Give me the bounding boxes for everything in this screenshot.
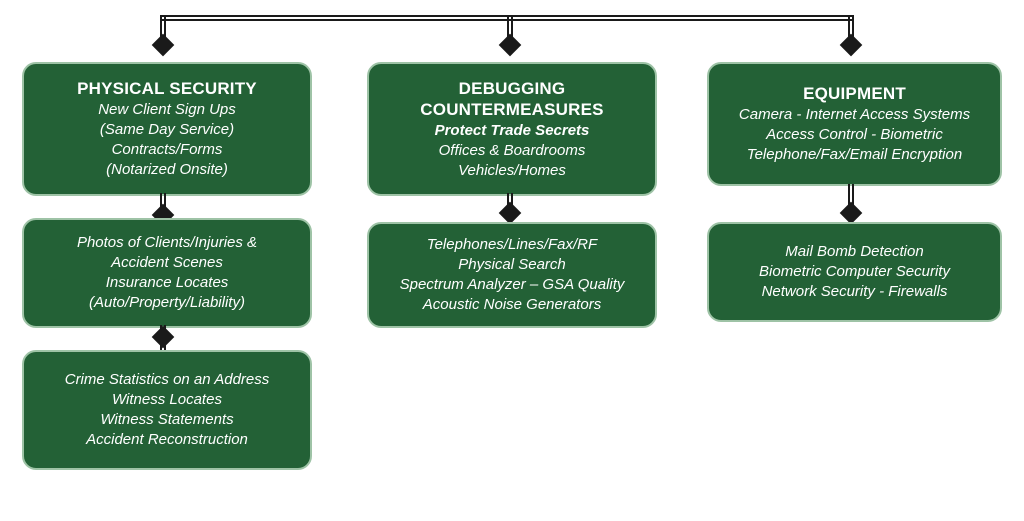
node-line: Access Control - Biometric (766, 126, 943, 143)
node-debugging-main[interactable] (367, 62, 657, 196)
node-line: (Same Day Service) (99, 121, 235, 138)
node-line: Vehicles/Homes (458, 161, 566, 179)
node-physical-security-third[interactable] (22, 350, 312, 470)
node-physical-security-second[interactable] (22, 218, 312, 328)
node-title: PHYSICAL SECURITY (77, 79, 257, 98)
node-line: Contracts/Forms (111, 141, 223, 158)
node-line: Insurance Locates (105, 274, 229, 291)
node-equipment-second[interactable] (707, 222, 1002, 322)
connector-diamond-physical-top (152, 34, 175, 57)
node-line: Witness Statements (100, 411, 234, 428)
connector-diamond-equipment-top (840, 34, 863, 57)
node-line: Telephones/Lines/Fax/RF (426, 236, 598, 253)
node-title: EQUIPMENT (803, 84, 906, 103)
node-line: Accident Scenes (111, 254, 223, 271)
connector-diamond-debugging-mid (499, 202, 522, 225)
node-debugging-second[interactable] (367, 222, 657, 328)
node-line: (Auto/Property/Liability) (89, 294, 245, 311)
node-line: Biometric Computer Security (759, 263, 950, 280)
node-subtitle: Protect Trade Secrets (434, 121, 590, 139)
node-line: Network Security - Firewalls (761, 283, 948, 300)
node-equipment-main[interactable] (707, 62, 1002, 186)
connector-diamond-debugging-top (499, 34, 522, 57)
node-line: Witness Locates (112, 391, 222, 408)
node-line: Offices & Boardrooms (438, 141, 586, 159)
node-title: DEBUGGING COUNTERMEASURES (420, 78, 604, 119)
node-line: Photos of Clients/Injuries & (76, 234, 258, 251)
node-line: Crime Statistics on an Address (64, 371, 270, 388)
node-line: (Notarized Onsite) (106, 161, 228, 178)
node-line: Telephone/Fax/Email Encryption (746, 146, 963, 163)
node-physical-security-main[interactable] (22, 62, 312, 196)
connector-diamond-equipment-mid (840, 202, 863, 225)
node-line: Accident Reconstruction (86, 431, 248, 448)
connector-diamond-physical-low (152, 326, 175, 349)
node-line: Physical Search (458, 256, 566, 273)
node-line: Acoustic Noise Generators (422, 296, 602, 313)
node-line: Camera - Internet Access Systems (738, 106, 971, 123)
node-line: New Client Sign Ups (98, 101, 236, 118)
node-line: Spectrum Analyzer – GSA Quality (399, 276, 625, 293)
node-line: Mail Bomb Detection (785, 243, 924, 260)
